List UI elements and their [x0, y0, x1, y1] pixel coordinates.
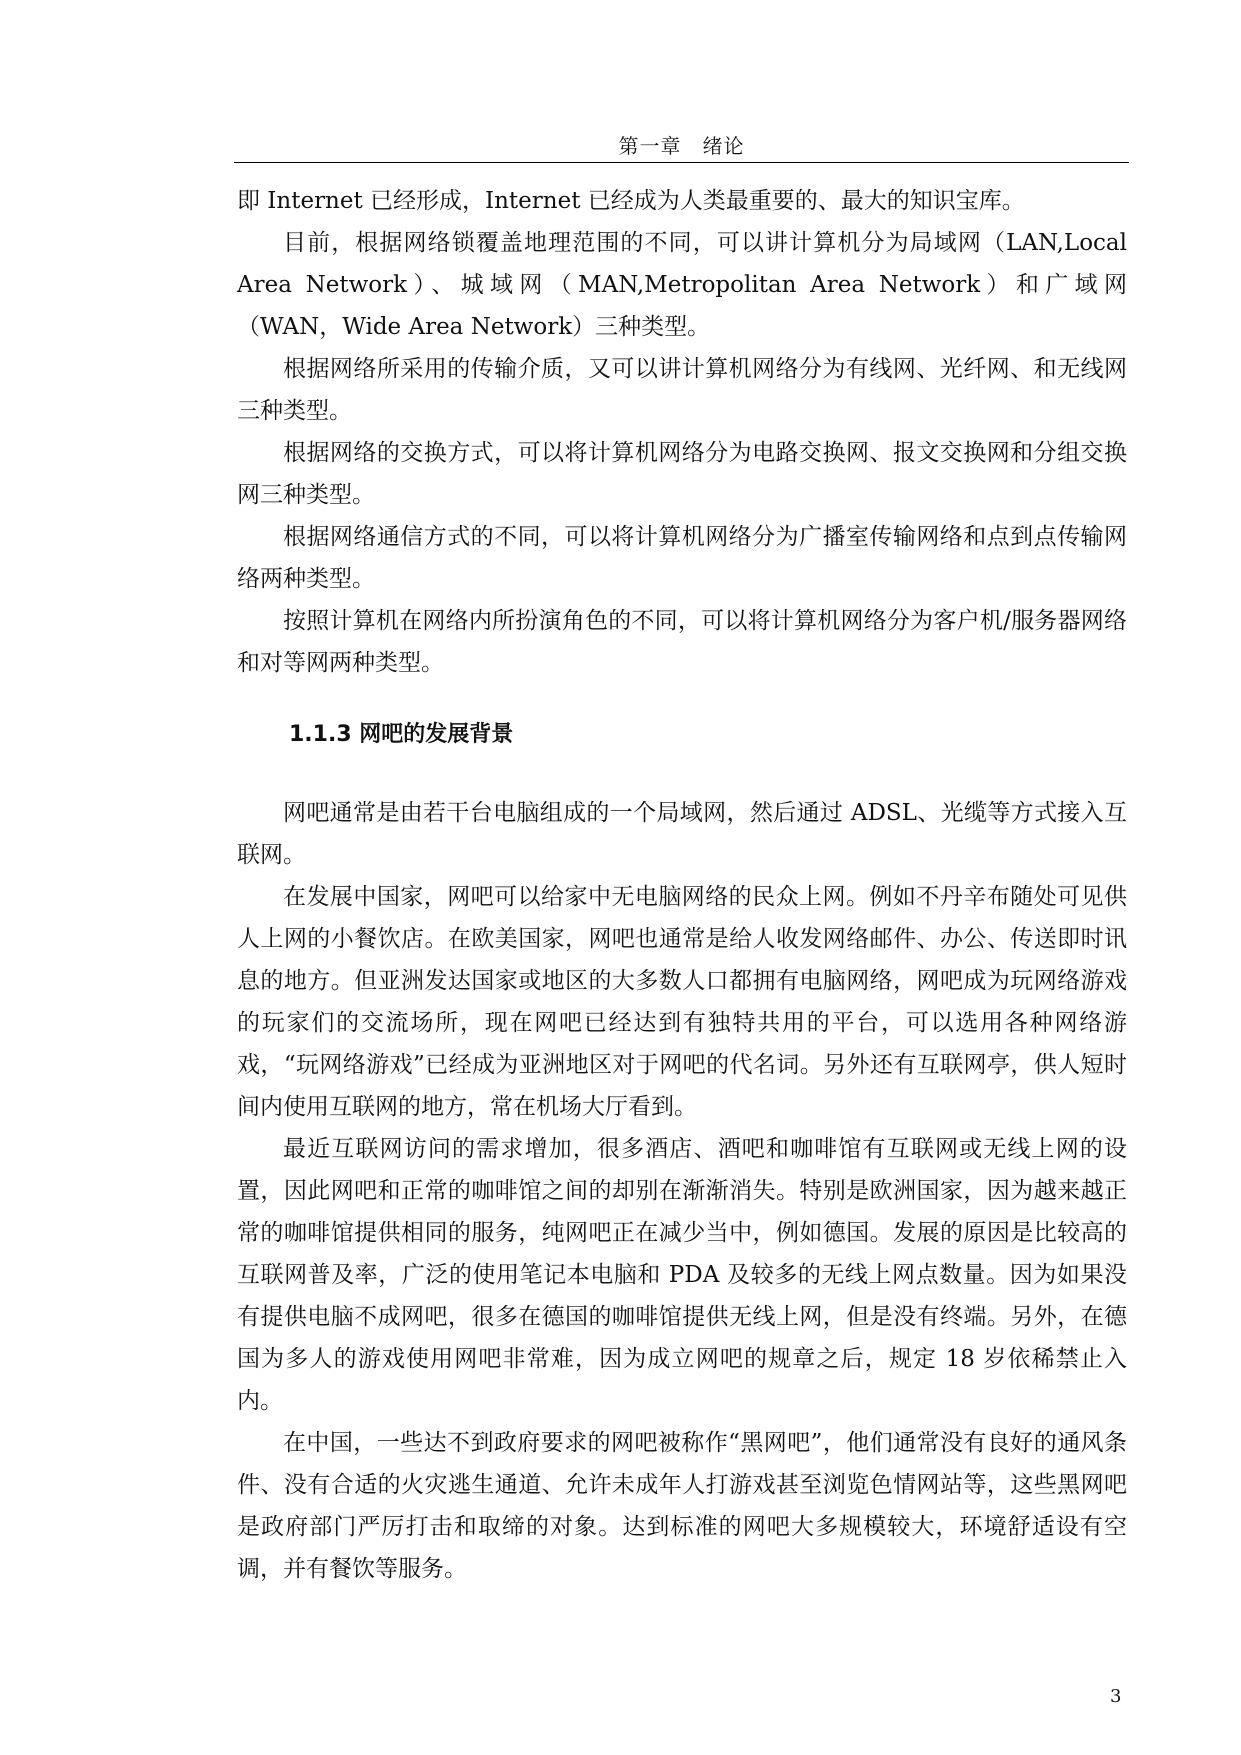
paragraph: 网吧通常是由若干台电脑组成的一个局域网，然后通过 ADSL、光缆等方式接入互联网。: [237, 800, 1127, 868]
paragraph: 根据网络通信方式的不同，可以将计算机网络分为广播室传输网络和点到点传输网络两种类型。: [237, 524, 1127, 592]
running-header-title: 第一章 绪论: [618, 134, 745, 158]
header-divider: [234, 162, 1129, 163]
body-text: [237, 180, 1127, 1590]
paragraph: 在中国，一些达不到政府要求的网吧被称作“黑网吧”，他们通常没有良好的通风条件、没有合适的火灾逃生通道、允许未成年人打游戏甚至浏览色情网站等，这些黑网吧是政府部门严厉打击和取缔的对象。达到标准的网吧大多规模较大，环境舒适设有空调，并有餐饮等服务。: [237, 1430, 1127, 1582]
paragraph: 根据网络所采用的传输介质，又可以讲计算机网络分为有线网、光纤网、和无线网三种类型。: [237, 356, 1127, 424]
paragraph: 在发展中国家，网吧可以给家中无电脑网络的民众上网。例如不丹辛布随处可见供人上网的小餐饮店。在欧美国家，网吧也通常是给人收发网络邮件、办公、传送即时讯息的地方。但亚洲发达国家或地区的大多数人口都拥有电脑网络，网吧成为玩网络游戏的玩家们的交流场所，现在网吧已经达到有独特共用的平台，可以选用各种网络游戏，“玩网络游戏”已经成为亚洲地区对于网吧的代名词。另外还有互联网亭，供人短时间内使用互联网的地方，常在机场大厅看到。: [237, 884, 1127, 1120]
section-heading: 1.1.3 网吧的发展背景: [289, 722, 514, 747]
paragraph-continuation: 即 Internet 已经形成，Internet 已经成为人类最重要的、最大的知识宝库。: [237, 188, 1025, 214]
paragraph: 按照计算机在网络内所扮演角色的不同，可以将计算机网络分为客户机/服务器网络和对等网两种类型。: [237, 608, 1127, 676]
paragraph: 根据网络的交换方式，可以将计算机网络分为电路交换网、报文交换网和分组交换网三种类型。: [237, 440, 1127, 508]
paragraph: 目前，根据网络锁覆盖地理范围的不同，可以讲计算机分为局域网（LAN,Local Area Network）、城域网（MAN,Metropolitan Area Network）和广域网（WAN，Wide Area Network）三种类型。: [237, 230, 1127, 340]
paragraph: 最近互联网访问的需求增加，很多酒店、酒吧和咖啡馆有互联网或无线上网的设置，因此网吧和正常的咖啡馆之间的却别在渐渐消失。特别是欧洲国家，因为越来越正常的咖啡馆提供相同的服务，纯网吧正在减少当中，例如德国。发展的原因是比较高的互联网普及率，广泛的使用笔记本电脑和 PDA 及较多的无线上网点数量。因为如果没有提供电脑不成网吧，很多在德国的咖啡馆提供无线上网，但是没有终端。另外，在德国为多人的游戏使用网吧非常难，因为成立网吧的规章之后，规定 18 岁依稀禁止入内。: [237, 1136, 1127, 1414]
page-number: 3: [1110, 1686, 1122, 1707]
